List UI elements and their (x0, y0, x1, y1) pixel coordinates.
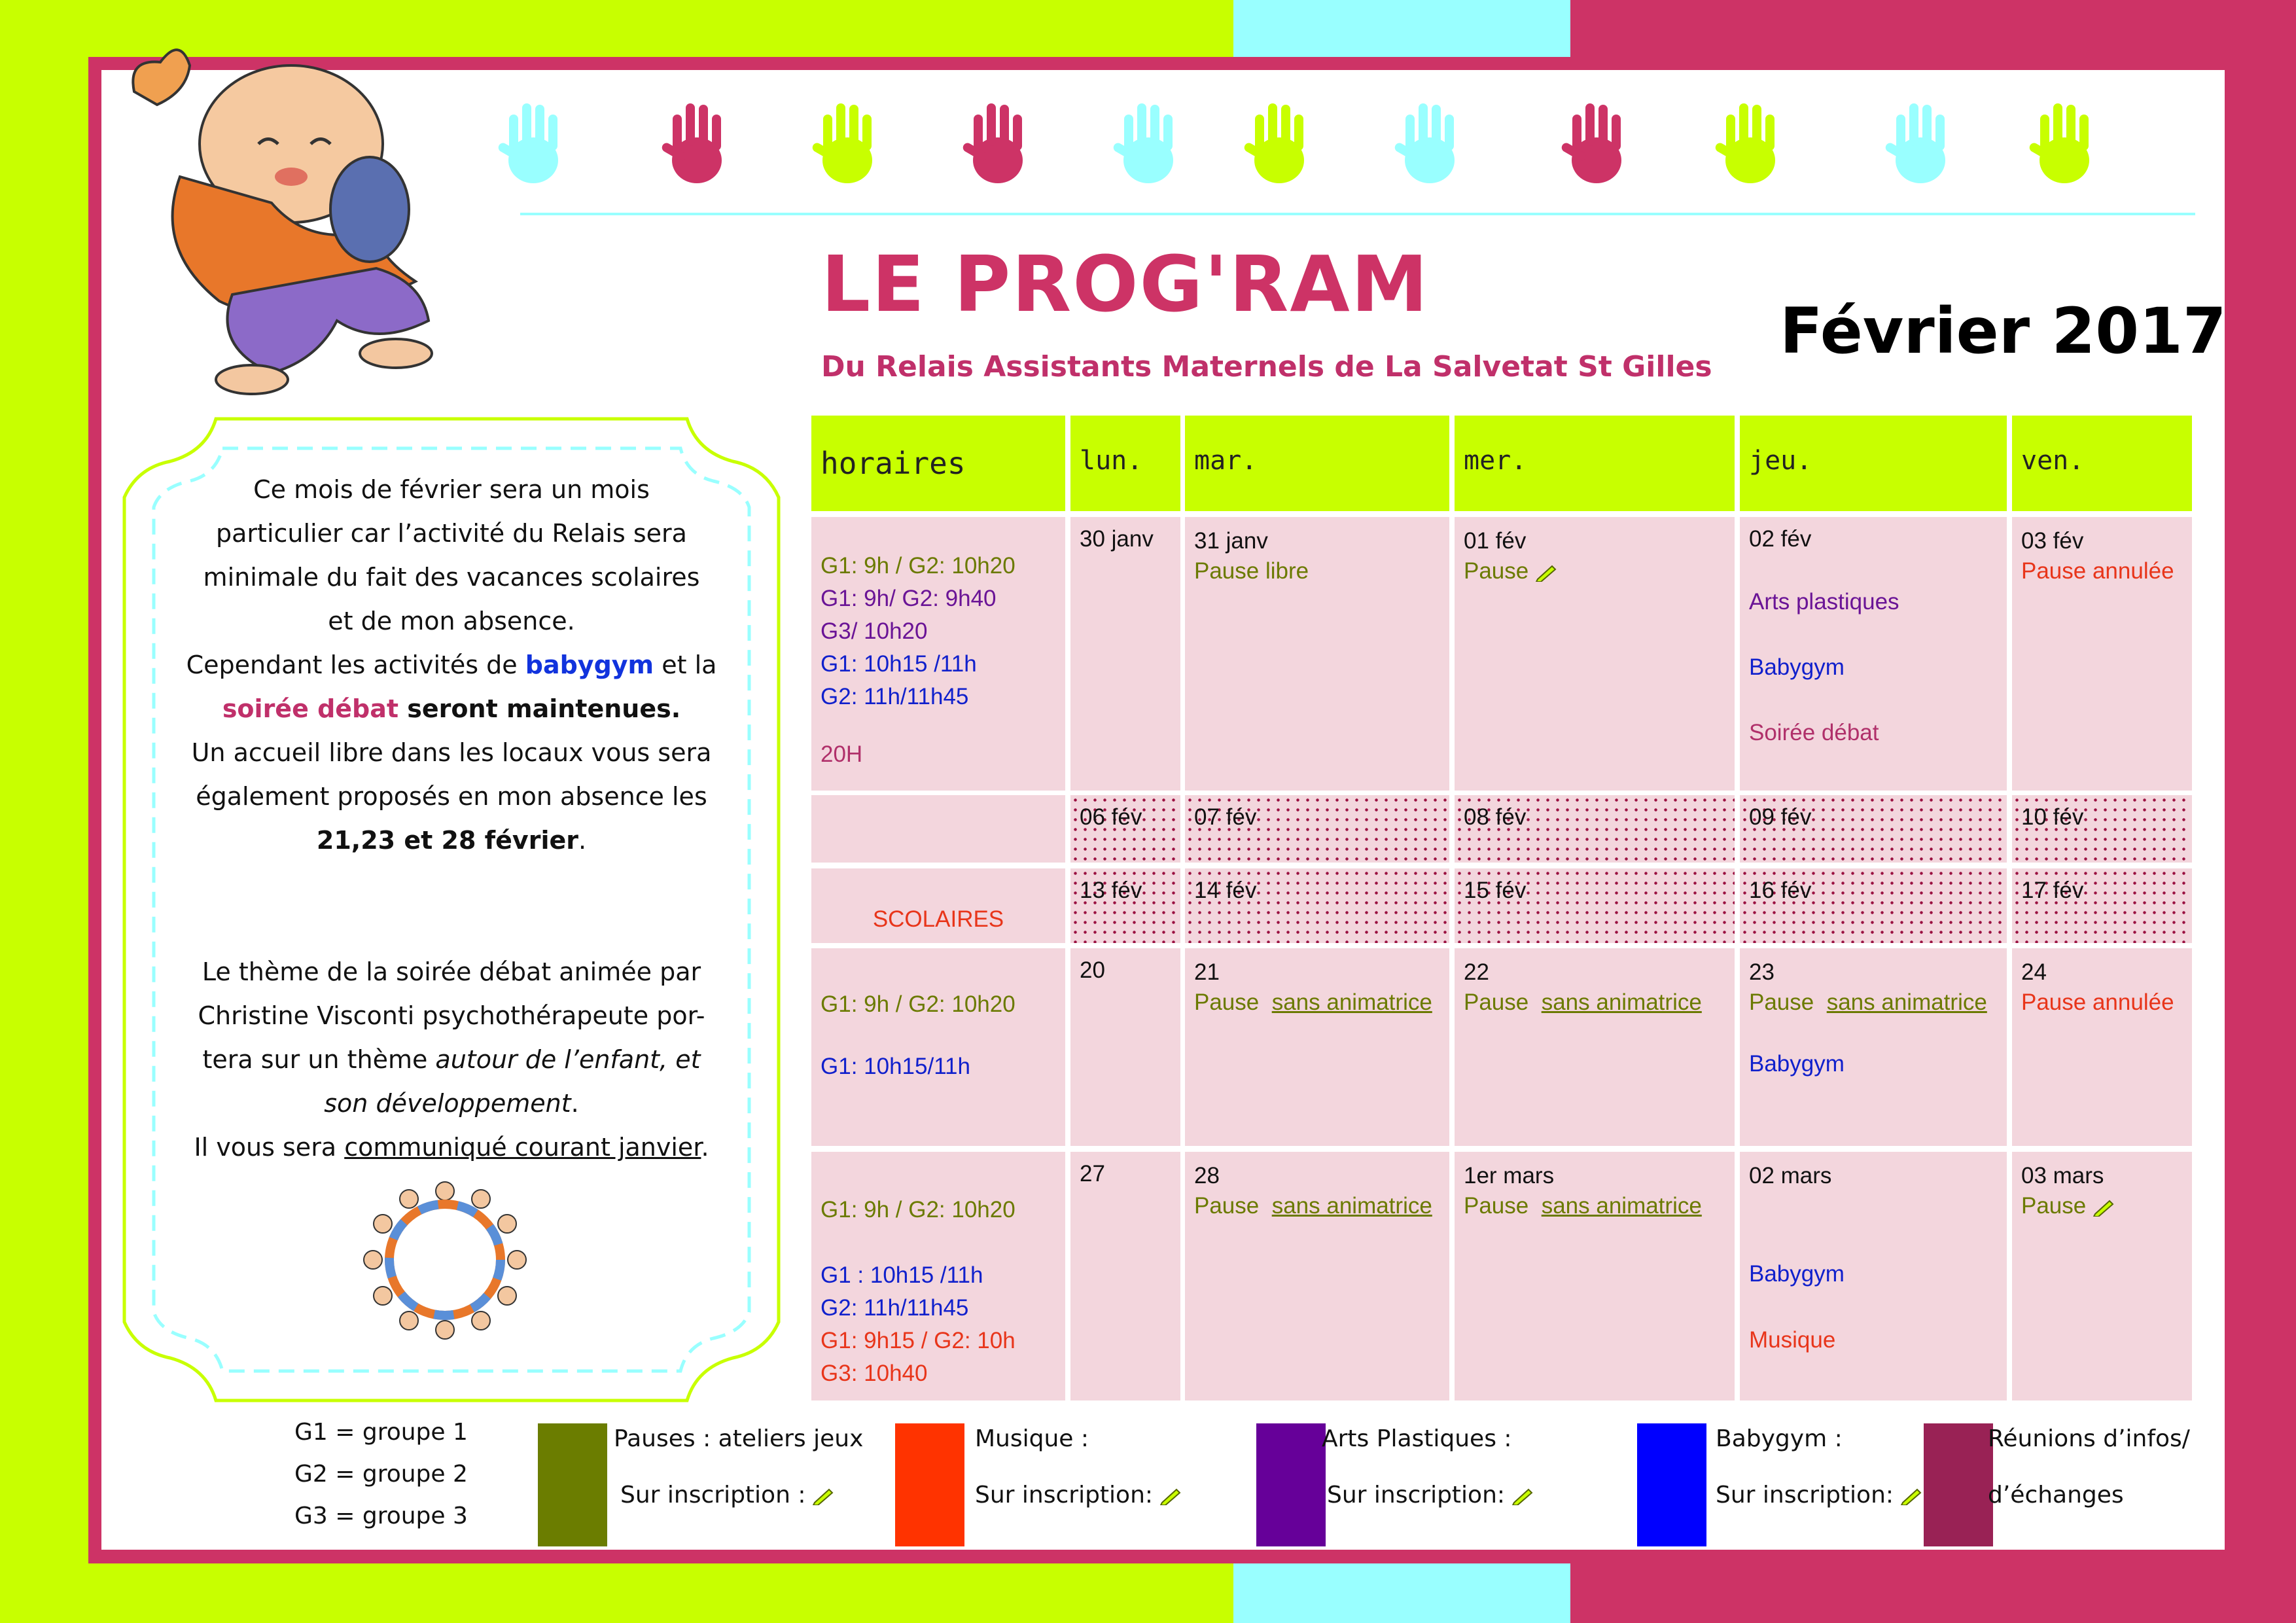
legend-swatch-musique (895, 1423, 964, 1546)
day-date: 03 fév (2021, 528, 2084, 554)
day-cell (2012, 948, 2192, 1146)
day-cell-holiday: 16 fév (1740, 868, 2007, 943)
page-subtitle: Du Relais Assistants Maternels de La Salvetat St Gilles (821, 350, 1712, 383)
note-line (170, 643, 733, 687)
day-date: 01 fév (1464, 528, 1527, 554)
legend-label: Réunions d’infos/ (1988, 1425, 2190, 1452)
schedule-line: G1: 9h/ G2: 9h40 (821, 586, 997, 611)
month-label: Février 2017 (1780, 294, 2227, 368)
horaires-cell (811, 517, 1065, 791)
schedule-line: G1: 9h / G2: 10h20 (821, 991, 1016, 1017)
sans-animatrice-label: sans animatrice (1541, 1193, 1702, 1219)
day-cell-holiday: 07 fév (1185, 795, 1449, 863)
activity-text: Pause (1464, 990, 1529, 1015)
day-date: 28 (1194, 1163, 1220, 1188)
activity-text: Pause (1749, 990, 1814, 1015)
legend-swatch-reunions (1924, 1423, 1993, 1546)
note-line (170, 819, 733, 863)
handprint-icon (1112, 98, 1184, 190)
note-line: particulier car l’activité du Relais sera (216, 519, 687, 548)
top-band-pink (1570, 0, 2296, 57)
day-date: 02 fév (1749, 526, 1812, 552)
schedule-line: G2: 11h/11h45 (821, 684, 969, 709)
schedule-line: 20H (821, 741, 863, 767)
babygym-highlight: babygym (525, 651, 654, 679)
sans-animatrice-label: sans animatrice (1826, 990, 1987, 1015)
schedule-line: G1: 10h15 /11h (821, 651, 977, 677)
scolaires-label: SCOLAIRES (872, 906, 1004, 932)
sans-animatrice-label: sans animatrice (1541, 990, 1702, 1015)
note-fragment: tera sur un thème (202, 1045, 436, 1074)
divider-line (520, 213, 2195, 215)
day-cell-holiday: 10 fév (2012, 795, 2192, 863)
activity-label (1464, 988, 1725, 1018)
activity-label (1464, 1191, 1725, 1221)
note-fragment: . (571, 1089, 579, 1118)
pencil-icon (2093, 1198, 2115, 1217)
handprint-icon (1394, 98, 1466, 190)
activity-text: Pause (1194, 1193, 1260, 1219)
horaires-cell (811, 795, 1065, 863)
schedule-line: G2: 11h/11h45 (821, 1295, 969, 1321)
pencil-icon (1535, 563, 1557, 582)
schedule-line: G1: 9h15 / G2: 10h (821, 1328, 1016, 1353)
activity-text: Pause (1464, 558, 1529, 584)
note-text (170, 468, 733, 1169)
note-fragment: Il vous sera (194, 1133, 345, 1162)
legend-label (1716, 1482, 1922, 1508)
note-fragment: son développement (324, 1089, 571, 1118)
day-cell-holiday: 06 fév (1070, 795, 1180, 863)
schedule-line: G1: 9h / G2: 10h20 (821, 1197, 1016, 1222)
day-cell (1455, 1152, 1735, 1400)
day-date: 24 (2021, 959, 2047, 985)
soiree-highlight: soirée débat (222, 694, 399, 723)
bottom-band-pink (1570, 1563, 2296, 1623)
bottom-band-cyan (1233, 1563, 1570, 1623)
spacer (170, 863, 733, 950)
group-legend: G1 = groupe 1 (294, 1419, 468, 1446)
day-cell (1070, 517, 1180, 791)
day-cell (1185, 517, 1449, 791)
day-date: 22 (1464, 959, 1489, 985)
activity-label (1749, 988, 1998, 1018)
handprint-icon (811, 98, 883, 190)
legend-text: Sur inscription: (1716, 1482, 1894, 1508)
note-line (170, 1038, 733, 1082)
pencil-icon (1159, 1487, 1182, 1505)
calendar-table (811, 416, 2192, 1400)
day-date: 23 (1749, 959, 1775, 985)
activity-label (1194, 1191, 1440, 1221)
note-fragment: communiqué courant janvier (344, 1133, 701, 1162)
note-line (170, 1126, 733, 1169)
note-line (170, 687, 733, 731)
schedule-line: G1: 10h15/11h (821, 1054, 970, 1079)
header-ven: ven. (2012, 416, 2192, 511)
activity-text: Pause (1194, 990, 1260, 1015)
legend-swatch-babygym (1637, 1423, 1706, 1546)
activity-label: Babygym (1749, 654, 1845, 680)
sans-animatrice-label: sans animatrice (1271, 1193, 1432, 1219)
bottom-band-lime (0, 1563, 1233, 1623)
day-cell-holiday: 09 fév (1740, 795, 2007, 863)
note-line: également proposés en mon absence les (196, 782, 707, 811)
activity-label: Soirée débat (1749, 720, 1879, 745)
schedule-line: G1: 9h / G2: 10h20 (821, 553, 1016, 579)
day-cell (1740, 517, 2007, 791)
day-cell (1185, 948, 1449, 1146)
note-fragment: autour de l’enfant, et (435, 1045, 701, 1074)
note-fragment: seront maintenues. (398, 694, 681, 723)
group-legend: G2 = groupe 2 (294, 1461, 468, 1488)
day-cell (1740, 1152, 2007, 1400)
activity-label: Arts plastiques (1749, 589, 1899, 615)
day-cell (2012, 1152, 2192, 1400)
legend-text: Sur inscription: (975, 1482, 1154, 1508)
note-fragment: . (578, 826, 587, 855)
pencil-icon (1511, 1487, 1534, 1505)
legend-label (975, 1482, 1182, 1508)
note-fragment: Cependant les activités de (186, 651, 525, 679)
note-line: Christine Visconti psychothérapeute por- (198, 1001, 705, 1030)
dates-highlight: 21,23 et 28 février (316, 826, 578, 855)
legend-label: Arts Plastiques : (1322, 1425, 1512, 1452)
day-date: 20 (1080, 957, 1105, 983)
activity-text: Pause (1464, 1193, 1529, 1219)
right-band-pink (2228, 57, 2296, 1563)
legend-text: Sur inscription : (620, 1482, 806, 1508)
handprint-icon (1714, 98, 1786, 190)
schedule-line: G3/ 10h20 (821, 618, 928, 644)
header-jeu: jeu. (1740, 416, 2007, 511)
activity-label: Pause annulée (2021, 990, 2174, 1015)
day-date: 30 janv (1080, 526, 1154, 552)
activity-label (1464, 556, 1725, 586)
handprint-icon (962, 98, 1034, 190)
day-cell (2012, 517, 2192, 791)
activity-label: Babygym (1749, 1261, 1845, 1287)
day-cell-holiday: 08 fév (1455, 795, 1735, 863)
day-cell-holiday: 17 fév (2012, 868, 2192, 943)
handprint-icon (1884, 98, 1956, 190)
header-mar: mar. (1185, 416, 1449, 511)
day-cell (1070, 1152, 1180, 1400)
group-legend: G3 = groupe 3 (294, 1503, 468, 1529)
horaires-cell (811, 948, 1065, 1146)
mascot-illustration (95, 46, 487, 399)
note-fragment: . (701, 1133, 709, 1162)
horaires-cell (811, 868, 1065, 943)
day-cell (1185, 1152, 1449, 1400)
day-cell (1455, 948, 1735, 1146)
header-lun: lun. (1070, 416, 1180, 511)
day-cell-holiday: 13 fév (1070, 868, 1180, 943)
day-date: 02 mars (1749, 1163, 1832, 1188)
activity-label: Pause libre (1194, 558, 1309, 584)
day-date: 1er mars (1464, 1163, 1555, 1188)
handprint-icon (1561, 98, 1633, 190)
top-band-cyan (1233, 0, 1570, 57)
schedule-line: G1 : 10h15 /11h (821, 1262, 983, 1288)
horaires-cell (811, 1152, 1065, 1400)
day-cell-holiday: 14 fév (1185, 868, 1449, 943)
activity-label (2021, 1191, 2183, 1221)
legend-label: d’échanges (1988, 1482, 2124, 1508)
legend-label: Babygym : (1716, 1425, 1843, 1452)
activity-text: Pause (2021, 1193, 2087, 1219)
legend-label: Musique : (975, 1425, 1089, 1452)
legend-swatch-arts (1256, 1423, 1326, 1546)
pencil-icon (1900, 1487, 1922, 1505)
note-fragment: et la (654, 651, 717, 679)
handprint-icon (2028, 98, 2100, 190)
activity-label (1194, 988, 1440, 1018)
day-date: 31 janv (1194, 528, 1268, 554)
day-date: 27 (1080, 1161, 1105, 1186)
legend-label: Pauses : ateliers jeux (614, 1425, 864, 1452)
activity-label: Musique (1749, 1327, 1836, 1353)
handprint-icon (661, 98, 733, 190)
schedule-line: G3: 10h40 (821, 1361, 928, 1386)
note-line: minimale du fait des vacances scolaires (203, 563, 700, 592)
note-line: Un accueil libre dans les locaux vous sera (191, 738, 712, 767)
pencil-icon (812, 1487, 834, 1505)
legend-swatch-pauses (538, 1423, 607, 1546)
children-circle-illustration (347, 1178, 543, 1342)
day-cell (1455, 517, 1735, 791)
legend-text: Sur inscription: (1327, 1482, 1506, 1508)
handprint-icon (497, 98, 569, 190)
legend-label (1327, 1482, 1534, 1508)
header-horaires: horaires (811, 416, 1065, 511)
day-date: 03 mars (2021, 1163, 2104, 1188)
note-line: Ce mois de février sera un mois (253, 475, 650, 504)
handprint-icon (1243, 98, 1315, 190)
legend-label (620, 1482, 834, 1508)
day-cell (1740, 948, 2007, 1146)
day-date: 21 (1194, 959, 1220, 985)
header-mer: mer. (1455, 416, 1735, 511)
note-line: Le thème de la soirée débat animée par (202, 957, 701, 986)
day-cell-holiday: 15 fév (1455, 868, 1735, 943)
day-cell (1070, 948, 1180, 1146)
activity-label: Babygym (1749, 1051, 1845, 1077)
page-title: LE PROG'RAM (821, 239, 1430, 329)
sans-animatrice-label: sans animatrice (1271, 990, 1432, 1015)
note-line (170, 1082, 733, 1126)
note-line: et de mon absence. (328, 607, 575, 635)
activity-label: Pause annulée (2021, 558, 2174, 584)
